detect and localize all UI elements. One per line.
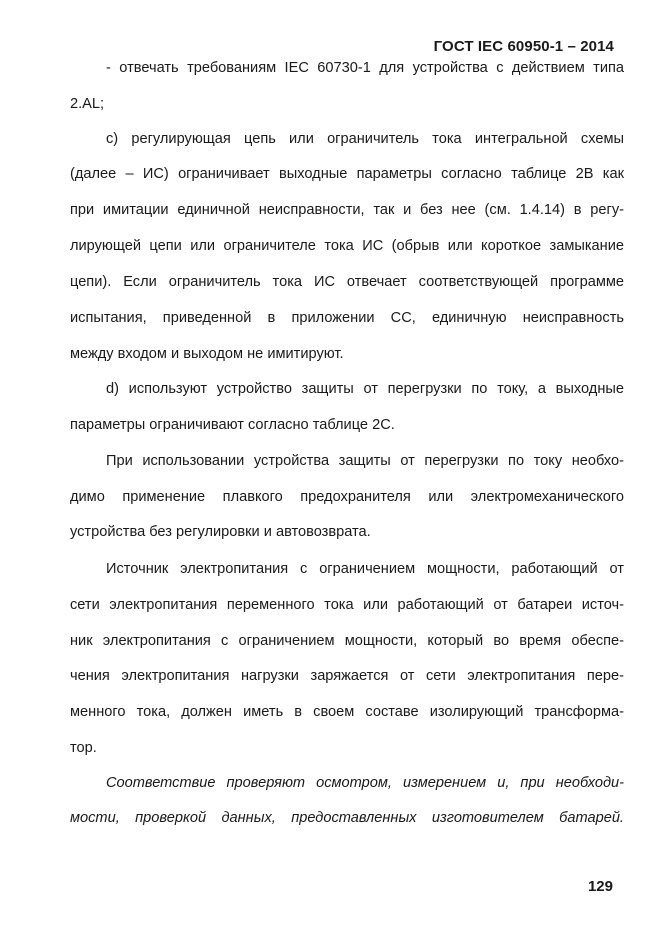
text-line: При использовании устройства защиты от перегрузки по току необхо-: [106, 453, 624, 469]
text-line: чения электропитания нагрузки заряжается от сети электропитания пере-: [70, 668, 624, 684]
text-line: с) регулирующая цепь или ограничитель тока интегральной схемы: [106, 131, 624, 147]
text-line: между входом и выходом не имитируют.: [70, 346, 344, 362]
document-header: ГОСТ IEC 60950-1 – 2014: [433, 38, 614, 55]
text-line: d) используют устройство защиты от перегрузки по току, а выходные: [106, 381, 624, 397]
text-line: цепи). Если ограничитель тока ИС отвечает соответствующей программе: [70, 274, 624, 290]
text-line: испытания, приведенной в приложении СС, единичную неисправность: [70, 310, 624, 326]
text-line: мости, проверкой данных, предоставленных изготовителем батарей.: [70, 810, 624, 826]
text-line: - отвечать требованиям IEC 60730-1 для устройства с действием типа: [106, 60, 624, 76]
text-line: димо применение плавкого предохранителя или электромеханического: [70, 489, 624, 505]
text-line: менного тока, должен иметь в своем составе изолирующий трансформа-: [70, 704, 624, 720]
text-line: тор.: [70, 740, 97, 756]
text-line: Соответствие проверяют осмотром, измерением и, при необходи-: [106, 775, 624, 791]
text-line: устройства без регулировки и автовозврата.: [70, 524, 371, 540]
text-line: параметры ограничивают согласно таблице 2С.: [70, 417, 395, 433]
text-line: лирующей цепи или ограничителе тока ИС (обрыв или короткое замыкание: [70, 238, 624, 254]
text-line: при имитации единичной неисправности, так и без нее (см. 1.4.14) в регу-: [70, 202, 624, 218]
text-line: 2.AL;: [70, 96, 105, 112]
text-line: сети электропитания переменного тока или работающий от батареи источ-: [70, 597, 624, 613]
text-line: (далее – ИС) ограничивает выходные параметры согласно таблице 2В как: [70, 166, 624, 182]
text-line: Источник электропитания с ограничением мощности, работающий от: [106, 561, 624, 577]
page-number: 129: [587, 878, 613, 895]
text-line: ник электропитания с ограничением мощности, который во время обеспе-: [70, 633, 624, 649]
